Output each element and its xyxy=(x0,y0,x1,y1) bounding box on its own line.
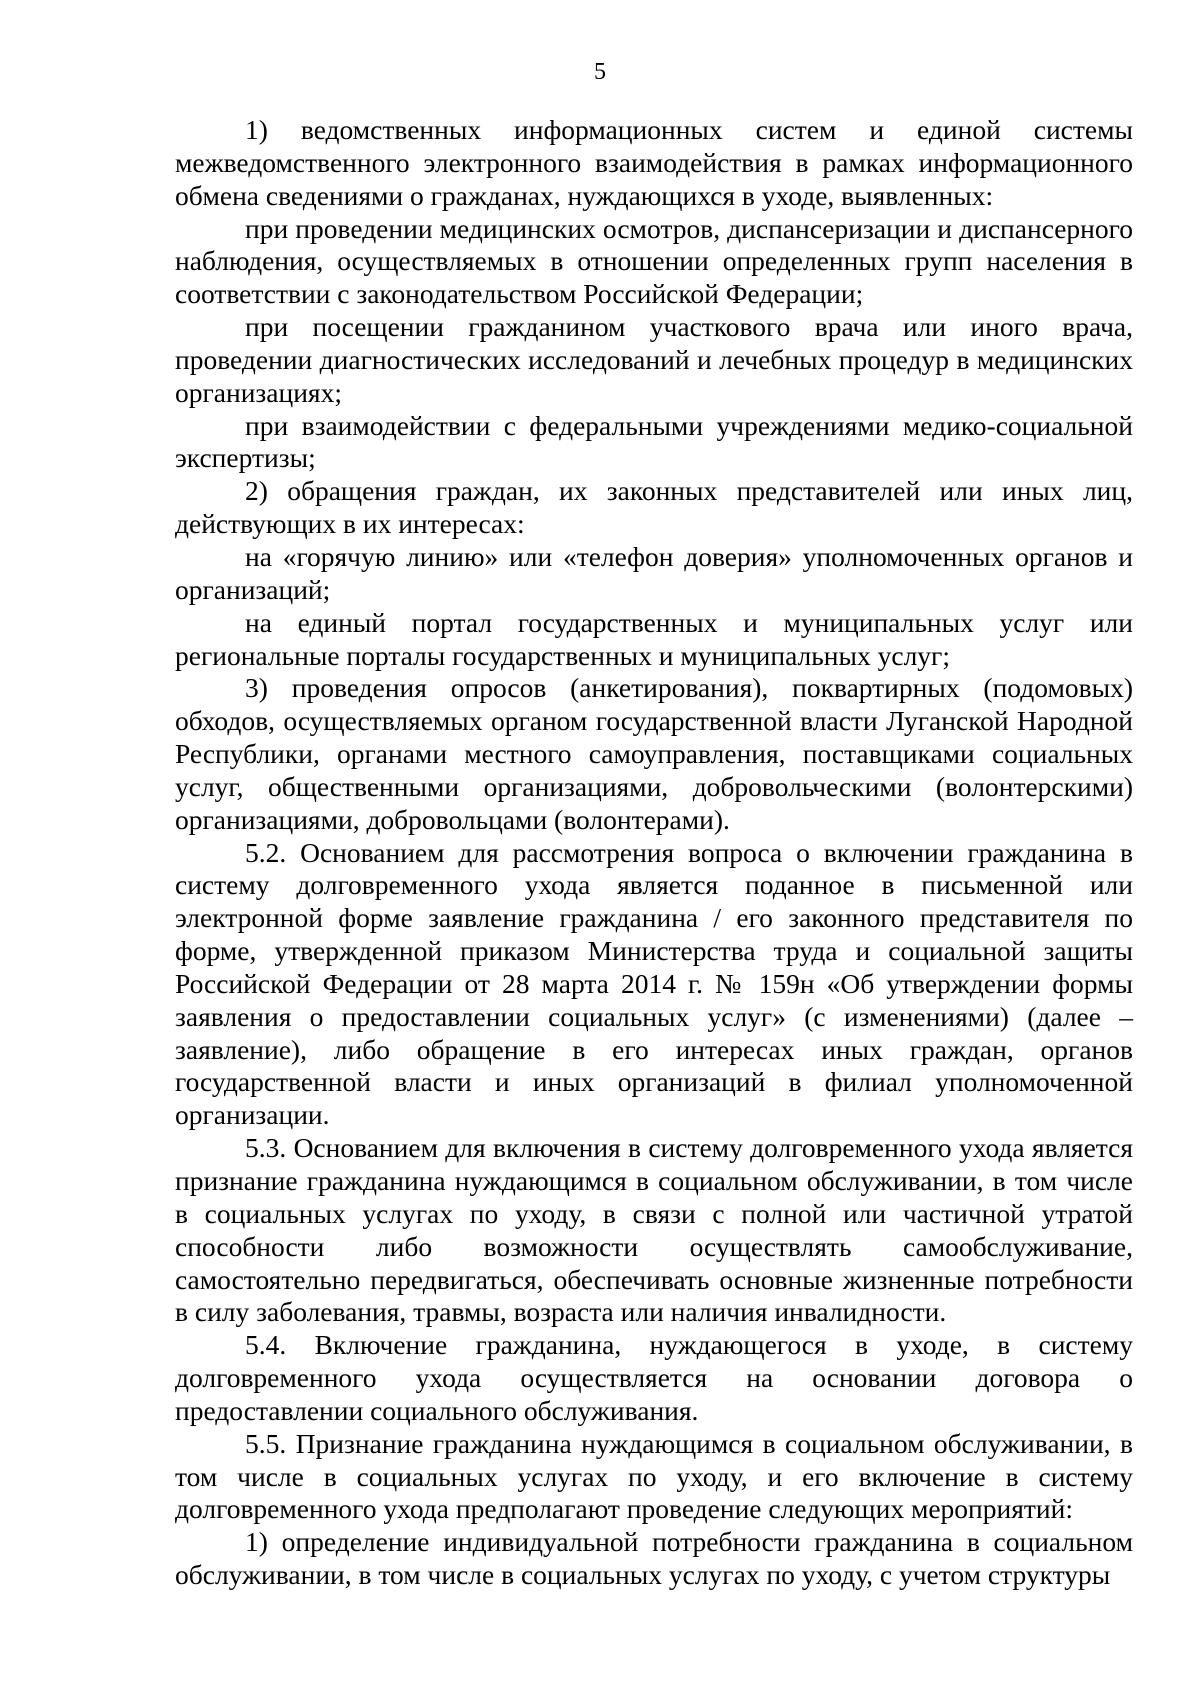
page-number: 5 xyxy=(594,59,606,85)
paragraph-medical-social-expertise: при взаимодействии с федеральными учреждениями медико-социальной экспертизы; xyxy=(175,409,1133,474)
paragraph-public-services-portal: на единый портал государственных и муниципальных услуг или региональные порталы государственных и муниципальных услуг; xyxy=(175,606,1133,671)
paragraph-5-2: 5.2. Основанием для рассмотрения вопроса о включении гражданина в систему долговременного ухода является поданное в письменной или электронной форме заявление гражданина / его законного представителя по форме, утвержденной приказом Министерства труда и социальной защиты Российской Федерации от 28 марта 2014 г. № 159н «Об утверждении формы заявления о предоставлении социальных услуг» (с изменениями) (далее – заявление), либо обращение в его интересах иных граждан, органов государственной власти и иных организаций в филиал уполномоченной организации. xyxy=(175,836,1133,1131)
paragraph-5-4: 5.4. Включение гражданина, нуждающегося в уходе, в систему долговременного ухода осуществляется на основании договора о предоставлении социального обслуживания. xyxy=(175,1329,1133,1426)
paragraph-medical-examinations: при проведении медицинских осмотров, диспансеризации и диспансерного наблюдения, осуществляемых в отношении определенных групп населения в соответствии с законодательством Российской Федерации; xyxy=(175,212,1133,310)
document-body xyxy=(175,114,1133,1592)
paragraph-item-1-departmental-systems: 1) ведомственных информационных систем и единой системы межведомственного электронного взаимодействия в рамках информационного обмена сведениями о гражданах, нуждающихся в уходе, выявленных: xyxy=(175,114,1133,211)
paragraph-hotline: на «горячую линию» или «телефон доверия» уполномоченных органов и организаций; xyxy=(175,540,1133,605)
paragraph-item-3-surveys: 3) проведения опросов (анкетирования), поквартирных (подомовых) обходов, осуществляемых органом государственной власти Луганской Народной Республики, органами местного самоуправления, поставщиками социальных услуг, общественными организациями, добровольческими (волонтерскими) организациями, добровольцами (волонтерами). xyxy=(175,672,1133,835)
paragraph-item-2-citizen-appeals: 2) обращения граждан, их законных представителей или иных лиц, действующих в их интересах: xyxy=(175,475,1133,540)
paragraph-doctor-visits: при посещении гражданином участкового врача или иного врача, проведении диагностических исследований и лечебных процедур в медицинских организациях; xyxy=(175,311,1133,408)
paragraph-5-5-item-1: 1) определение индивидуальной потребности гражданина в социальном обслуживании, в том числе в социальных услугах по уходу, с учетом структуры xyxy=(175,1526,1133,1591)
paragraph-5-3: 5.3. Основанием для включения в систему долговременного ухода является признание гражданина нуждающимся в социальном обслуживании, в том числе в социальных услугах по уходу, в связи с полной или частичной утратой способности либо возможности осуществлять самообслуживание, самостоятельно передвигаться, обеспечивать основные жизненные потребности в силу заболевания, травмы, возраста или наличия инвалидности. xyxy=(175,1132,1133,1328)
paragraph-5-5: 5.5. Признание гражданина нуждающимся в социальном обслуживании, в том числе в социальных услугах по уходу, и его включение в систему долговременного ухода предполагают проведение следующих мероприятий: xyxy=(175,1427,1133,1525)
